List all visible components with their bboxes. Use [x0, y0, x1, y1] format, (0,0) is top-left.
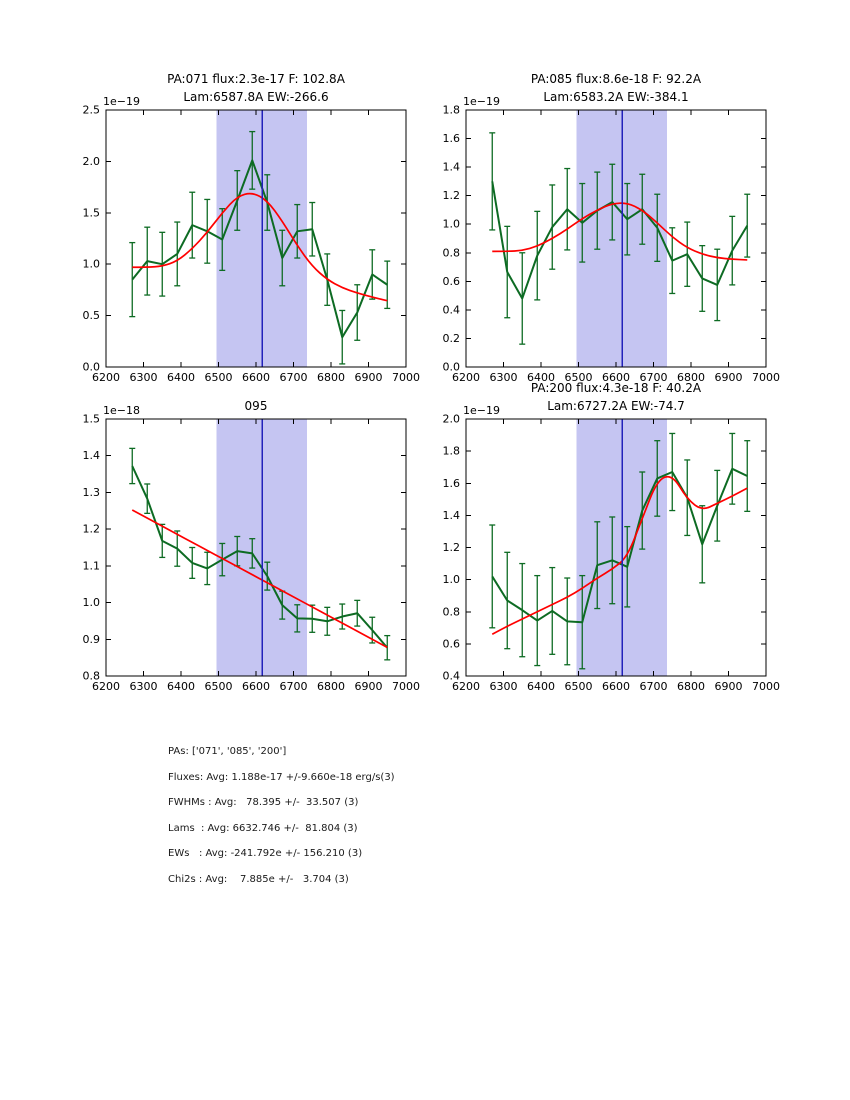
summary-block — [168, 739, 395, 892]
x-tick-label: 6400 — [527, 371, 555, 384]
x-tick-label: 7000 — [392, 680, 420, 693]
x-tick-label: 6900 — [354, 680, 383, 693]
plot2-offset-label: 1e−19 — [463, 95, 500, 108]
y-tick-label: 0.8 — [442, 246, 460, 260]
y-tick-label: 1.0 — [442, 573, 460, 587]
x-tick-label: 6900 — [714, 680, 743, 693]
x-tick-label: 6200 — [92, 680, 120, 693]
x-tick-label: 6800 — [677, 371, 705, 384]
x-tick-label: 6300 — [129, 680, 158, 693]
summary-line-lams: Lams : Avg: 6632.746 +/- 81.804 (3) — [168, 822, 358, 834]
plot1-title-line2: Lam:6587.8A EW:-266.6 — [183, 89, 329, 104]
x-tick-label: 6900 — [354, 371, 383, 384]
y-tick-label: 1.4 — [442, 160, 460, 174]
plot4-title — [466, 375, 766, 415]
plot3-offset-label: 1e−18 — [103, 404, 140, 417]
x-tick-label: 6300 — [489, 371, 518, 384]
y-tick-label: 1.4 — [82, 449, 100, 463]
x-tick-label: 7000 — [392, 371, 420, 384]
y-tick-label: 1.2 — [442, 189, 460, 203]
x-tick-label: 6600 — [602, 680, 630, 693]
y-tick-label: 0.6 — [442, 637, 460, 651]
summary-line-fwhms: FWHMs : Avg: 78.395 +/- 33.507 (3) — [168, 797, 359, 808]
plot4-title-line1: PA:200 flux:4.3e-18 F: 40.2A — [530, 381, 702, 395]
y-tick-label: 1.2 — [82, 522, 100, 536]
y-tick-label: 2.0 — [82, 154, 100, 168]
x-tick-label: 7000 — [752, 680, 780, 693]
x-tick-label: 6700 — [279, 371, 308, 384]
plot4-offset-label: 1e−19 — [463, 404, 500, 417]
y-tick-label: 0.4 — [442, 669, 460, 683]
x-tick-label: 6700 — [639, 371, 668, 384]
x-tick-label: 6600 — [242, 680, 270, 693]
y-tick-label: 0.8 — [82, 669, 100, 683]
x-tick-label: 6800 — [317, 371, 345, 384]
x-tick-label: 6200 — [452, 680, 480, 693]
x-tick-label: 6500 — [564, 371, 593, 384]
plot4-title-line2: Lam:6727.2A EW:-74.7 — [547, 398, 685, 413]
summary-line-chi2s: Chi2s : Avg: 7.885e +/- 3.704 (3) — [168, 873, 349, 885]
plot2-title-line1: PA:085 flux:8.6e-18 F: 92.2A — [530, 72, 702, 86]
y-tick-label: 0.9 — [82, 632, 100, 646]
y-tick-label: 0.4 — [442, 303, 460, 317]
summary-line-fluxes: Fluxes: Avg: 1.188e-17 +/-9.660e-18 erg/s(3) — [168, 771, 395, 783]
y-tick-label: 0.5 — [82, 309, 100, 323]
y-tick-label: 1.0 — [442, 217, 460, 231]
y-tick-label: 1.2 — [442, 541, 460, 554]
x-tick-label: 6500 — [204, 371, 233, 384]
y-tick-label: 0.6 — [442, 274, 460, 288]
y-tick-label: 1.1 — [82, 559, 100, 573]
x-tick-label: 6700 — [639, 680, 668, 693]
plot-3 — [83, 413, 421, 694]
x-tick-label: 6800 — [677, 680, 705, 693]
y-tick-label: 1.6 — [442, 132, 460, 146]
x-tick-label: 6300 — [129, 371, 158, 384]
x-tick-label: 6200 — [92, 371, 120, 384]
y-tick-label: 1.5 — [82, 206, 100, 220]
y-tick-label: 1.0 — [82, 596, 100, 610]
x-tick-label: 6300 — [489, 680, 518, 693]
x-tick-label: 6500 — [204, 680, 233, 693]
plot1-offset-label: 1e−19 — [103, 95, 140, 108]
summary-line-pas: PAs: ['071', '085', '200'] — [168, 746, 287, 757]
summary-line-ews: EWs : Avg: -241.792e +/- 156.210 (3) — [168, 848, 363, 859]
plot-2 — [443, 104, 781, 385]
x-tick-label: 6400 — [167, 680, 195, 693]
y-tick-label: 1.3 — [82, 485, 100, 499]
y-tick-label: 0.0 — [442, 360, 460, 374]
x-tick-label: 6400 — [167, 371, 195, 384]
y-tick-label: 1.6 — [442, 476, 460, 490]
x-tick-label: 6600 — [602, 371, 630, 384]
plot3-title — [106, 375, 406, 415]
y-tick-label: 0.2 — [442, 331, 460, 345]
y-tick-label: 1.0 — [82, 257, 100, 271]
plot1-title-line1: PA:071 flux:2.3e-17 F: 102.8A — [167, 72, 345, 86]
x-tick-label: 6900 — [714, 371, 743, 384]
y-tick-label: 1.5 — [82, 412, 100, 426]
y-tick-label: 2.5 — [82, 103, 100, 117]
x-tick-label: 7000 — [752, 371, 780, 384]
plot-1 — [83, 104, 421, 385]
y-tick-label: 2.0 — [442, 412, 460, 426]
x-tick-label: 6700 — [279, 680, 308, 693]
x-tick-label: 6200 — [452, 371, 480, 384]
plot3-title-line1: 095 — [244, 398, 268, 413]
y-tick-label: 1.8 — [442, 444, 460, 458]
y-tick-label: 1.4 — [442, 508, 460, 522]
y-tick-label: 1.8 — [442, 103, 460, 117]
plot2-title-line2: Lam:6583.2A EW:-384.1 — [543, 89, 689, 104]
plot2-title — [466, 66, 766, 106]
x-tick-label: 6400 — [527, 680, 555, 693]
x-tick-label: 6600 — [242, 371, 270, 384]
y-tick-label: 0.0 — [82, 360, 100, 374]
plot-4 — [443, 413, 781, 694]
plot1-title — [106, 66, 406, 106]
x-tick-label: 6800 — [317, 680, 345, 693]
x-tick-label: 6500 — [564, 680, 593, 693]
y-tick-label: 0.8 — [442, 605, 460, 619]
